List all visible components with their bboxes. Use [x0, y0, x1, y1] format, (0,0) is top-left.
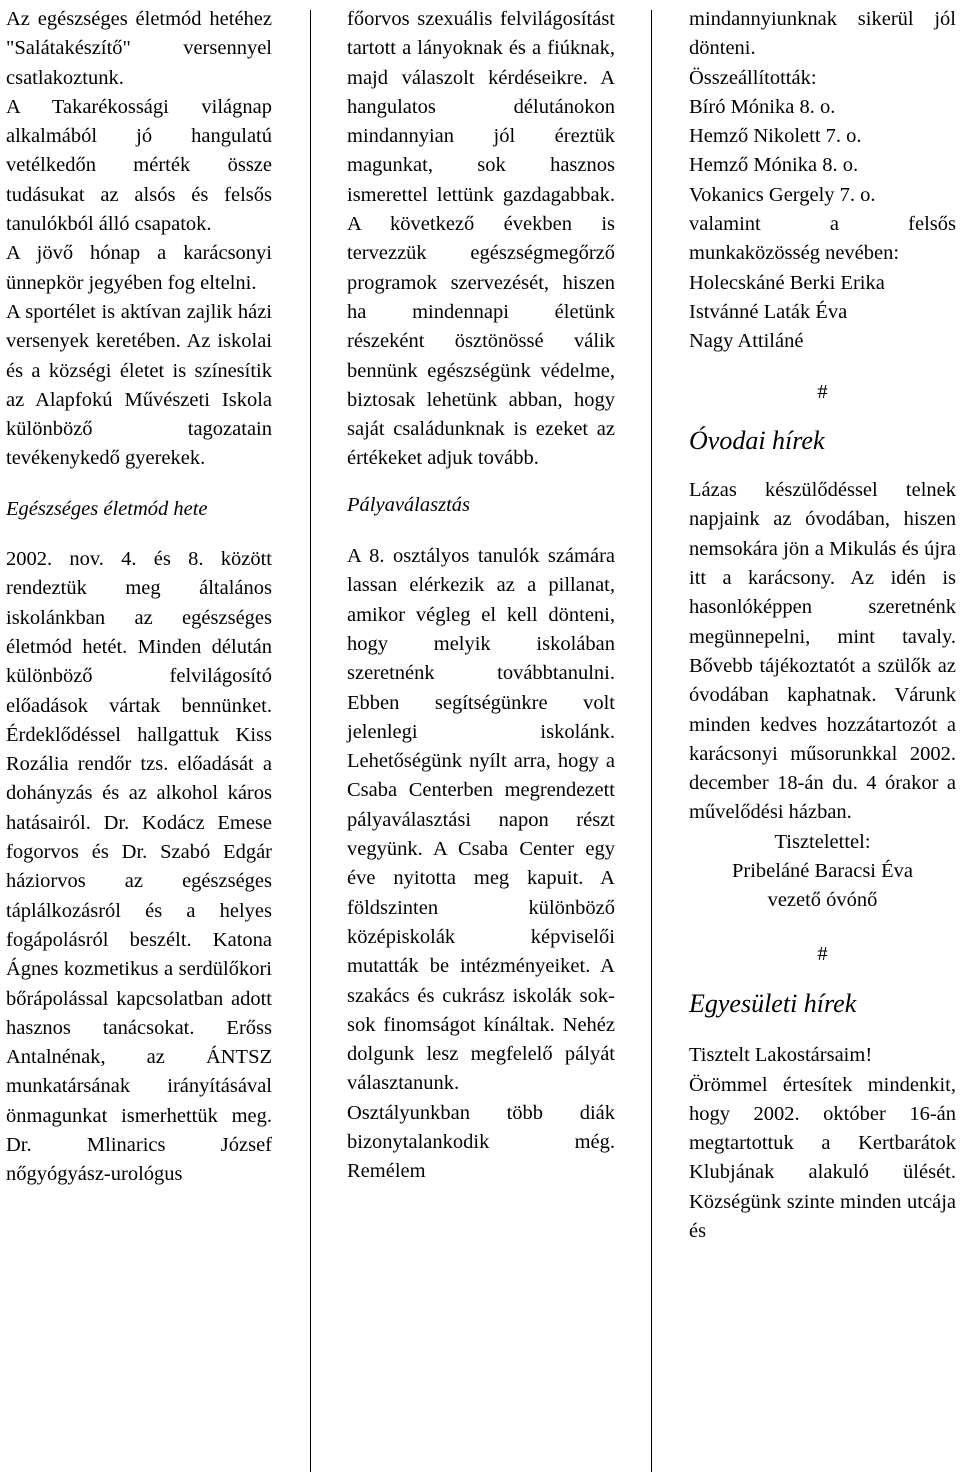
- teacher-name: Holecskáné Berki Erika: [689, 271, 885, 294]
- section-heading-career-choice: Pályaválasztás: [347, 493, 470, 516]
- section-heading-association-news: Egyesületi hírek: [689, 988, 857, 1018]
- credit-line: Hemző Mónika 8. o.: [689, 154, 859, 177]
- column-middle: [347, 5, 615, 1187]
- separator-hash: #: [817, 942, 828, 965]
- paragraph: Az egészséges életmód hetéhez "Salátakészítő" versennyel csatlakoztunk.: [6, 8, 272, 89]
- paragraph: Lázas készülődéssel telnek napjaink az óvodában, hiszen nemsokára jön a Mikulás és újra itt a karácsony. Az idén is hasonlóképpen szeretnénk megünnepelni, mint tavaly. Bővebb tájékoztatót a szülők az óvodában kaphatnak. Várunk minden kedves hozzátartozót a karácsonyi műsorunkkal 2002. december 18-án du. 4 órakor a művelődési házban.: [689, 479, 956, 824]
- column-divider: [651, 10, 652, 1472]
- paragraph: A jövő hónap a karácsonyi ünnepkör jegyében fog eltelni.: [6, 242, 272, 294]
- paragraph: Örömmel értesítek mindenkit, hogy 2002. október 16-án megtartottuk a Kertbarátok Klubjának alakuló ülését. Községünk szinte minden utcája és: [689, 1073, 956, 1242]
- paragraph: A Takarékossági világnap alkalmából jó hangulatú vetélkedőn mérték össze tudásukat az alsós és felsős tanulókból álló csapatok.: [6, 95, 272, 236]
- section-heading-kindergarten-news: Óvodai hírek: [689, 425, 825, 455]
- section-heading-healthy-lifestyle: Egészséges életmód hete: [6, 497, 208, 520]
- paragraph: A sportélet is aktívan zajlik házi versenyek keretében. Az iskolai és a községi életet is színesítik az Alapfokú Művészeti Iskola különböző tagozatain tevékenykedő gyerekek.: [6, 300, 272, 470]
- column-right: [689, 5, 956, 1246]
- credit-line: Bíró Mónika 8. o.: [689, 95, 836, 118]
- credits-label: Összeállították:: [689, 66, 817, 89]
- paragraph: 2002. nov. 4. és 8. között rendeztük meg általános iskolánkban az egészséges életmód hetét. Minden délután különböző felvilágosító előadások vártak bennünket. Érdeklődéssel hallgattuk Kiss Rozália rendőr tzs. előadását a dohányzás és az alkohol káros hatásairól. Dr. Kodácz Emese fogorvos és Dr. Szabó Edgár háziorvos az egészséges táplálkozásról és a helyes fogápolásról beszélt. Katona Ágnes kozmetikus a serdülőkori bőrápolással kapcsolatban adott hasznos tanácsokat. Erőss Antalnénak, az ÁNTSZ munkatársának irányításával önmagunkat ismerhettük meg. Dr. Mlinarics József nőgyógyász-urológus: [6, 548, 272, 1186]
- paragraph: mindannyiunknak sikerül jól dönteni.: [689, 8, 956, 60]
- greeting: Tisztelt Lakostársaim!: [689, 1044, 873, 1067]
- paragraph: Osztályunkban több diák bizonytalankodik még. Remélem: [347, 1101, 615, 1183]
- signer-name: Pribeláné Baracsi Éva: [731, 860, 913, 883]
- column-divider: [310, 10, 311, 1472]
- signer-role: vezető óvónő: [767, 889, 878, 912]
- paragraph: főorvos szexuális felvilágosítást tartott a lányoknak és a fiúknak, majd válaszolt kérdéseikre. A hangulatos délutánokon mindannyian jól éreztük magunkat, sok hasznos ismerettel lettünk gazdagabbak. A következő években is tervezzük egészségmegőrző programok szervezését, hiszen ha mindennapi életünk részeként ösztönössé válik bennünk egészségünk védelme, biztosak lehetünk abban, hogy saját családunknak is ezeket az értékeket adjuk tovább.: [347, 8, 615, 470]
- column-left: [6, 5, 272, 1190]
- teacher-name: Nagy Attiláné: [689, 330, 804, 353]
- credit-line: Hemző Nikolett 7. o.: [689, 125, 862, 148]
- credit-line: Vokanics Gergely 7. o.: [689, 183, 876, 206]
- closing-salutation: Tisztelettel:: [774, 830, 871, 853]
- paragraph: valamint a felsős munkaközösség nevében:: [689, 213, 956, 265]
- paragraph: A 8. osztályos tanulók számára lassan elérkezik az a pillanat, amikor végleg el kell dönteni, hogy melyik iskolában szeretnénk továbbtanulni. Ebben segítségünkre volt jelenlegi iskolánk. Lehetőségünk nyílt arra, hogy a Csaba Centerben megrendezett pályaválasztási napon részt vegyünk. A Csaba Center egy éve nyitotta meg kapuit. A földszinten különböző középiskolák képviselői mutatták be intézményeiket. A szakács és cukrász iskolák sok-sok finomságot kínáltak. Nehéz dolgunk lesz megfelelő pályát választanunk.: [347, 545, 615, 1095]
- separator-hash: #: [817, 380, 828, 403]
- teacher-name: Istvánné Laták Éva: [689, 300, 848, 323]
